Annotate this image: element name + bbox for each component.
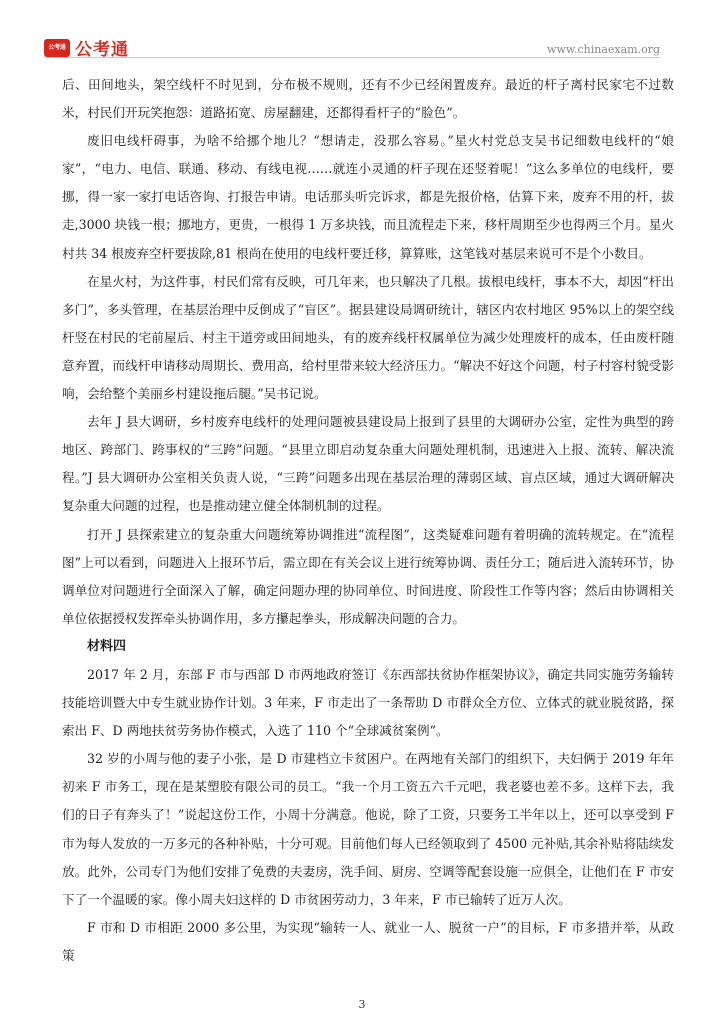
- section-heading: 材料四: [87, 638, 127, 654]
- paragraph: 去年 J 县大调研，乡村废弃电线杆的处理问题被县建设局上报到了县里的大调研办公室，定性为典型的跨地区、跨部门、跨事权的“三跨”问题。“县里立即启动复杂重大问题处理机制，迅速进入上报、流转、解决流程。”J 县大调研办公室相关负责人说，“三跨”问题多出现在基层治理的薄弱区域、盲点区域，通过大调研解决复杂重大问题的过程，也是推动建立健全体制机制的过程。: [62, 414, 674, 514]
- logo-badge-icon: 公考通: [44, 39, 70, 57]
- logo-text: 公考通: [75, 40, 129, 60]
- site-url[interactable]: www.chinaexam.org: [547, 43, 660, 56]
- paragraph: 在星火村，为这件事，村民们常有反映，可几年来，也只解决了几根。拔根电线杆，事本不大，却因“杆出多门”，多头管理，在基层治理中反倒成了“盲区”。据县建设局调研统计，辖区内农村地区 95%以上的架空线杆竖在村民的宅前屋后、村主干道旁或田间地头，有的废弃线杆权属单位为减少处理废杆的成本，任由废杆随意弃置，而线杆申请移动周期长、费用高，给村里带来较大经济压力。“解决不好这个问题，村子村容村貌受影响，会给整个美丽乡村建设拖后腿。”吴书记说。: [62, 273, 674, 402]
- paragraph: 打开 J 县探索建立的复杂重大问题统筹协调推进“流程图”，这类疑难问题有着明确的流转规定。在“流程图”上可以看到，问题进入上报环节后，需立即在有关会议上进行统筹协调、责任分工；随后进入流转环节，协调单位对问题进行全面深入了解，确定问题办理的协同单位、时间进度、阶段性工作等内容；然后由协调相关单位依据授权发挥牵头协调作用，多方攥起拳头，形成解决问题的合力。: [62, 526, 674, 626]
- paragraph: 32 岁的小周与他的妻子小张，是 D 市建档立卡贫困户。在两地有关部门的组织下，夫妇俩于 2019 年年初来 F 市务工，现在是某塑胶有限公司的员工。“我一个月工资五六千元吧，我老婆也差不多。这样下去，我们的日子有奔头了！”说起这份工作，小周十分满意。他说，除了工资，只要务工半年以上，还可以享受到 F 市为每人发放的一万多元的各种补贴，十分可观。目前他们每人已经领取到了 4500 元补贴,其余补贴将陆续发放。此外，公司专门为他们安排了免费的夫妻房，洗手间、厨房、空调等配套设施一应俱全，让他们在 F 市安下了一个温暖的家。像小周夫妇这样的 D 市贫困劳动力，3 年来，F 市已输转了近万人次。: [62, 751, 674, 907]
- paragraph: 2017 年 2 月，东部 F 市与西部 D 市两地政府签订《东西部扶贫协作框架协议》，确定共同实施劳务输转技能培训暨大中专生就业协作计划。3 年来，F 市走出了一条帮助 D 市群众全方位、立体式的就业脱贫路，探索出 F、D 两地扶贫劳务协作模式，入选了 110 个“全球减贫案例”。: [62, 666, 674, 739]
- paragraph-continued: 后、田间地头，架空线杆不时见到，分布极不规则，还有不少已经闲置废弃。最近的杆子离村民家宅不过数米，村民们开玩笑抱怨：道路拓宽、房屋翻建，还都得看杆子的“脸色”。: [62, 77, 674, 121]
- document-body: [62, 71, 674, 970]
- paragraph: F 市和 D 市相距 2000 多公里，为实现“输转一人、就业一人、脱贫一户”的目标，F 市多措并举，从政策: [62, 919, 674, 963]
- paragraph: 废旧电线杆碍事，为啥不给挪个地儿？“想请走，没那么容易。”星火村党总支吴书记细数电线杆的“娘家”，“电力、电信、联通、移动、有线电视……就连小灵通的杆子现在还竖着呢！”这么多单位的电线杆，要挪，得一家一家打电话咨询、打报告申请。电话那头听完诉求，都是先报价格，估算下来，废弃不用的杆，拔走,3000 块钱一根；挪地方，更贵，一根得 1 万多块钱，而且流程走下来，移杆周期至少也得两三个月。星火村共 34 根废弃空杆要拔除,81 根尚在使用的电线杆要迁移，算算账，这笔钱对基层来说可不是个小数目。: [62, 133, 674, 261]
- header-divider: [44, 57, 660, 58]
- page-header: [0, 0, 724, 62]
- page-number: 3: [358, 998, 366, 1011]
